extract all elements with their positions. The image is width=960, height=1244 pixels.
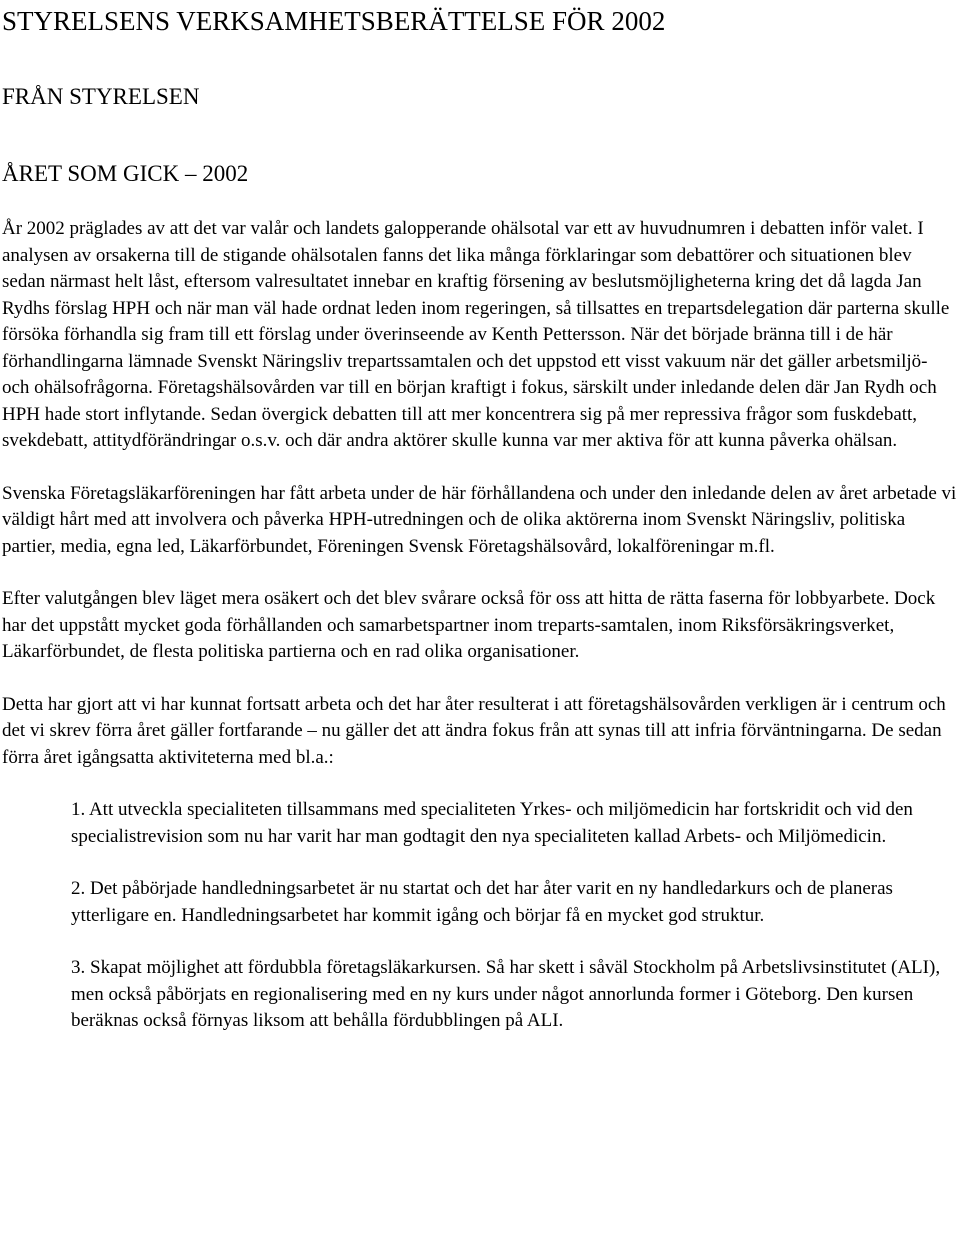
paragraph-4: Detta har gjort att vi har kunnat fortsatt arbeta och det har åter resulterat i att företagshälsovården verkligen är i centrum och det vi skrev förra året gäller fortfarande – nu gäller det att ändra fokus från att synas till att infria förväntningarna. De sedan förra året igångsatta aktiviteterna med bl.a.:	[2, 693, 946, 768]
section-heading: FRÅN STYRELSEN	[2, 84, 200, 109]
activity-list	[2, 797, 958, 1035]
paragraph-1: År 2002 präglades av att det var valår och landets galopperande ohälsotal var ett av huvudnumren i debatten inför valet. I analysen av orsakerna till de stigande ohälsotalen fanns det lika många förklaringar som debattörer och situationen blev sedan närmast helt låst, eftersom valresultatet innebar en kraftig försening av beslutsmöjligheterna kring det då lagda Jan Rydhs förslag HPH och när man väl hade ordnat leden inom regeringen, så tillsattes en trepartsdelegation där parterna skulle försöka förhandla sig fram till ett förslag under överinseende av Kenth Pettersson. När det började bränna till i de här förhandlingarna lämnade Svenskt Näringsliv trepartssamtalen och det uppstod ett visst vakuum när det gäller arbetsmiljö- och ohälsofrågorna. Företagshälsovården var till en början kraftigt i fokus, särskilt under inledande delen där Jan Rydh och HPH hade stort inflytande. Sedan övergick debatten till att mer koncentrera sig på mer repressiva frågor som fuskdebatt, svekdebatt, attitydförändringar o.s.v. och där andra aktörer skulle kunna var mer aktiva för att kunna påverka ohälsan.	[2, 218, 950, 451]
paragraph-3: Efter valutgången blev läget mera osäkert och det blev svårare också för oss att hitta de rätta faserna för lobbyarbete. Dock har det uppstått mycket goda förhållanden och samarbetspartner inom treparts-samtalen, inom Riksförsäkringsverket, Läkarförbundet, de flesta politiska partierna och en rad olika organisationer.	[2, 588, 936, 662]
list-item-1: 1. Att utveckla specialiteten tillsammans med specialiteten Yrkes- och miljömedicin har fortskridit och vid den specialistrevision som nu har varit har man godtagit den nya specialiteten kallad Arbets- och Miljömedicin.	[71, 799, 913, 847]
document-title: STYRELSENS VERKSAMHETSBERÄTTELSE FÖR 2002	[2, 6, 666, 36]
subsection-heading: ÅRET SOM GICK – 2002	[2, 161, 249, 186]
list-item-2: 2. Det påbörjade handledningsarbetet är nu startat och det har åter varit en ny handledarkurs och de planeras ytterligare en. Handledningsarbetet har kommit igång och börjar få en mycket god struktur.	[71, 878, 893, 926]
paragraph-2: Svenska Företagsläkarföreningen har fått arbeta under de här förhållandena och under den inledande delen av året arbetade vi väldigt hårt med att involvera och påverka HPH-utredningen och de olika aktörerna inom Svenskt Näringsliv, politiska partier, media, egna led, Läkarförbundet, Föreningen Svensk Företagshälsovård, lokalföreningar m.fl.	[2, 482, 957, 557]
list-item-3: 3. Skapat möjlighet att fördubbla företagsläkarkursen. Så har skett i såväl Stockholm på Arbetslivsinstitutet (ALI), men också påbörjats en regionalisering med en ny kurs under något annorlunda former i Göteborg. Den kursen beräknas också förnyas liksom att behålla fördubblingen på ALI.	[71, 957, 941, 1031]
